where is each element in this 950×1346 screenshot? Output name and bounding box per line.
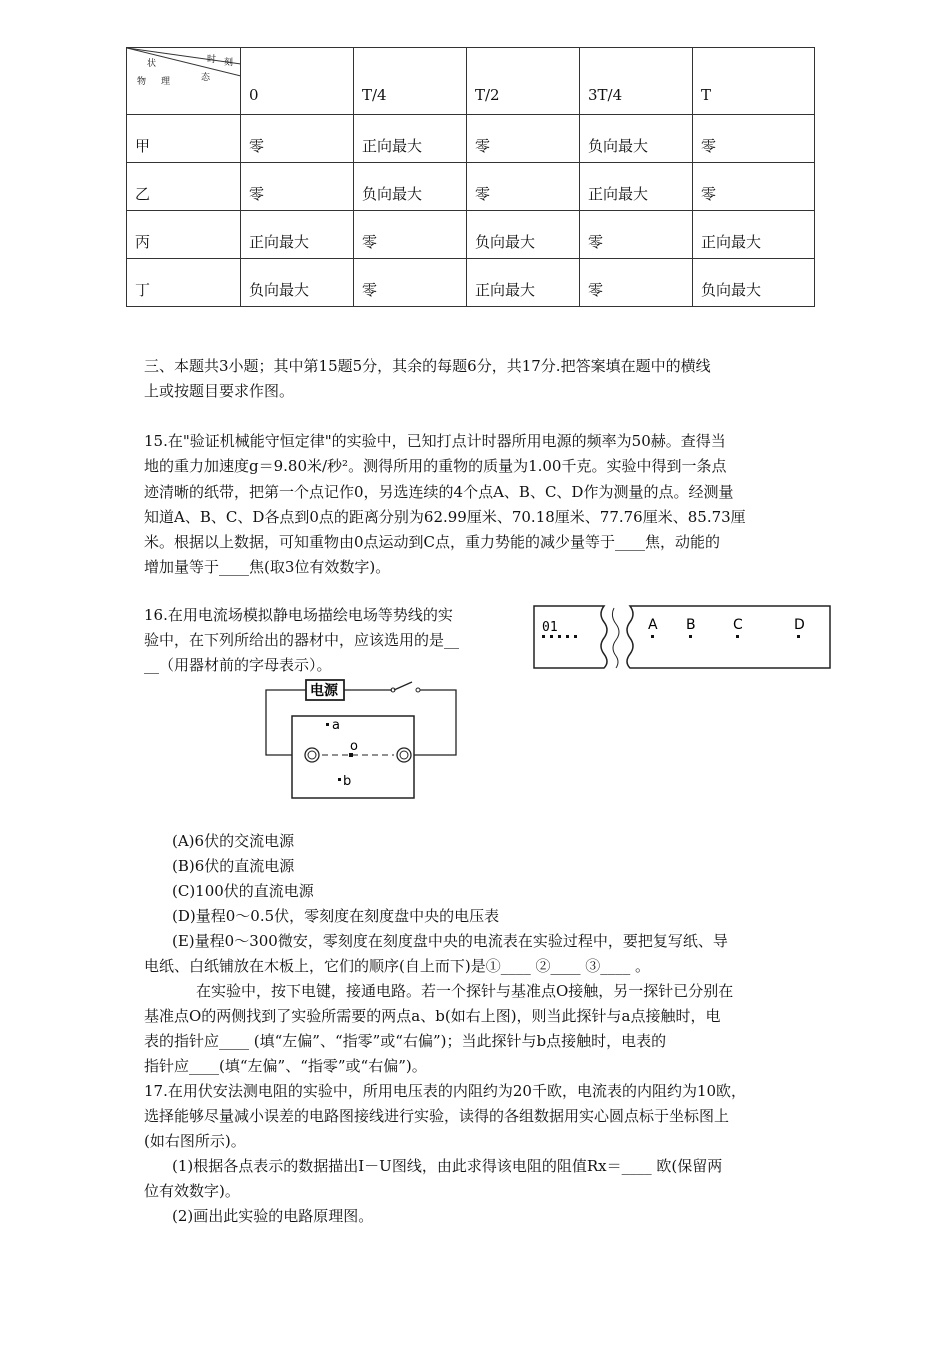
q16-option-a: (A)6伏的交流电源 bbox=[172, 832, 295, 850]
table-cell: 零 bbox=[580, 211, 693, 259]
table-cell: 零 bbox=[354, 211, 467, 259]
tape-point-B: B bbox=[686, 617, 696, 633]
tape-origin-label: 01 bbox=[542, 620, 558, 635]
column-header: T/4 bbox=[354, 48, 467, 115]
tape-dot bbox=[566, 635, 569, 638]
q15-line-1: 15.在"验证机械能守恒定律"的实验中，已知打点计时器所用电源的频率为50赫。查得当 bbox=[144, 432, 726, 450]
q16-option-b: (B)6伏的直流电源 bbox=[172, 857, 295, 875]
tape-dot bbox=[542, 635, 545, 638]
tape-dot-C bbox=[736, 635, 739, 638]
corner-label-bottom-2: 理 bbox=[161, 77, 171, 87]
tape-dot-B bbox=[689, 635, 692, 638]
table-row bbox=[127, 115, 815, 163]
q15-line-6: 增加量等于____焦(取3位有效数字)。 bbox=[144, 558, 391, 576]
table-row bbox=[127, 211, 815, 259]
q16-option-e: (E)量程0～300微安，零刻度在刻度盘中央的电流表在实验过程中，要把复写纸、导 bbox=[172, 932, 728, 950]
power-source-label: 电源 bbox=[310, 683, 338, 699]
tape-point-A: A bbox=[648, 617, 658, 633]
table-cell: 零 bbox=[354, 259, 467, 307]
q16-line-e2: 电纸、白纸铺放在木板上，它们的顺序(自上而下)是①____ ②____ ③____ 。 bbox=[144, 957, 651, 975]
point-b-label: b bbox=[343, 774, 352, 789]
table-cell: 零 bbox=[467, 163, 580, 211]
tape-dot-A bbox=[651, 635, 654, 638]
point-b-dot bbox=[338, 778, 341, 781]
q17-line-1: 17.在用伏安法测电阻的实验中，所用电压表的内阻约为20千欧，电流表的内阻约为10欧， bbox=[144, 1082, 747, 1100]
q16-line-3: __（用器材前的字母表示）。 bbox=[144, 656, 332, 674]
q16-line-f3: 表的指针应____ (填“左偏”、“指零”或“右偏”)；当此探针与b点接触时，电表的 bbox=[144, 1032, 667, 1050]
q15-line-4: 知道A、B、C、D各点到0点的距离分别为62.99厘米、70.18厘米、77.76厘米、85.73厘 bbox=[144, 508, 746, 526]
table-header-row bbox=[127, 48, 815, 115]
point-a-dot bbox=[326, 723, 329, 726]
row-header: 丙 bbox=[127, 211, 241, 259]
corner-label-bottom-1: 物 bbox=[137, 77, 147, 87]
column-header: 0 bbox=[241, 48, 354, 115]
table-cell: 零 bbox=[467, 115, 580, 163]
column-header: T/2 bbox=[467, 48, 580, 115]
table-cell: 正向最大 bbox=[354, 115, 467, 163]
point-o-label: o bbox=[350, 739, 358, 754]
table-cell: 零 bbox=[241, 163, 354, 211]
q16-line-1: 16.在用电流场模拟静电场描绘电场等势线的实 bbox=[144, 606, 453, 624]
switch-lever bbox=[394, 682, 412, 690]
q15-line-5: 米。根据以上数据，可知重物由0点运动到C点，重力势能的减少量等于____焦，动能的 bbox=[144, 533, 721, 551]
table-cell: 负向最大 bbox=[241, 259, 354, 307]
table-cell: 零 bbox=[693, 163, 815, 211]
q16-option-c: (C)100伏的直流电源 bbox=[172, 882, 314, 900]
row-header: 丁 bbox=[127, 259, 241, 307]
corner-label-mid-1: 状 bbox=[147, 59, 157, 69]
tape-point-D: D bbox=[794, 617, 805, 633]
switch-contact bbox=[416, 688, 420, 692]
table-cell: 正向最大 bbox=[580, 163, 693, 211]
row-header: 甲 bbox=[127, 115, 241, 163]
table-cell: 正向最大 bbox=[241, 211, 354, 259]
tape-dot-D bbox=[797, 635, 800, 638]
q17-line-2: 选择能够尽量减小误差的电路图接线进行实验，读得的各组数据用实心圆点标于坐标图上 bbox=[144, 1107, 730, 1125]
circuit-figure bbox=[262, 678, 462, 802]
point-a-label: a bbox=[332, 718, 340, 733]
q17-line-6: (2)画出此实验的电路原理图。 bbox=[172, 1207, 374, 1225]
corner-label-top-1: 时 bbox=[207, 55, 217, 65]
electrode-right bbox=[397, 748, 411, 762]
q15-line-2: 地的重力加速度g＝9.80米/秒²。测得所用的重物的质量为1.00千克。实验中得到一条点 bbox=[144, 457, 727, 475]
table-cell: 零 bbox=[580, 259, 693, 307]
q16-line-f1: 在实验中，按下电键，接通电路。若一个探针与基准点O接触，另一探针已分别在 bbox=[196, 982, 734, 1000]
state-table bbox=[126, 47, 815, 307]
column-header: T bbox=[693, 48, 815, 115]
table-cell: 负向最大 bbox=[467, 211, 580, 259]
table-cell: 正向最大 bbox=[693, 211, 815, 259]
row-header: 乙 bbox=[127, 163, 241, 211]
q16-line-2: 验中，在下列所给出的器材中，应该选用的是__ bbox=[144, 631, 460, 649]
table-cell: 负向最大 bbox=[693, 259, 815, 307]
q16-line-f4: 指针应____(填“左偏”、“指零”或“右偏”)。 bbox=[144, 1057, 427, 1075]
q17-line-5: 位有效数字)。 bbox=[144, 1182, 240, 1200]
table-row bbox=[127, 163, 815, 211]
q17-line-4: (1)根据各点表示的数据描出I－U图线，由此求得该电阻的阻值Rx＝____ 欧(保留两 bbox=[172, 1157, 723, 1175]
tape-dot bbox=[558, 635, 561, 638]
column-header: 3T/4 bbox=[580, 48, 693, 115]
paper-tape-figure bbox=[532, 604, 834, 670]
section3-line-2: 上或按题目要求作图。 bbox=[144, 382, 295, 400]
electrode-left bbox=[305, 748, 319, 762]
table-cell: 正向最大 bbox=[467, 259, 580, 307]
table-cell: 零 bbox=[693, 115, 815, 163]
section3-line-1: 三、本题共3小题；其中第15题5分，其余的每题6分，共17分.把答案填在题中的横线 bbox=[144, 357, 711, 375]
tape-dot bbox=[574, 635, 577, 638]
table-row bbox=[127, 259, 815, 307]
q16-option-d: (D)量程0～0.5伏，零刻度在刻度盘中央的电压表 bbox=[172, 907, 500, 925]
corner-label-mid-2: 态 bbox=[201, 73, 211, 83]
table-corner-cell bbox=[127, 48, 241, 115]
table-cell: 零 bbox=[241, 115, 354, 163]
table-cell: 负向最大 bbox=[580, 115, 693, 163]
tape-point-C: C bbox=[733, 617, 743, 633]
q17-line-3: (如右图所示)。 bbox=[144, 1132, 246, 1150]
q15-line-3: 迹清晰的纸带，把第一个点记作0，另选连续的4个点A、B、C、D作为测量的点。经测量 bbox=[144, 483, 734, 501]
table-cell: 负向最大 bbox=[354, 163, 467, 211]
corner-label-top-2: 刻 bbox=[224, 58, 234, 68]
tape-dot bbox=[550, 635, 553, 638]
q16-line-f2: 基准点O的两侧找到了实验所需要的两点a、b(如右上图)，则当此探针与a点接触时，电 bbox=[144, 1007, 721, 1025]
